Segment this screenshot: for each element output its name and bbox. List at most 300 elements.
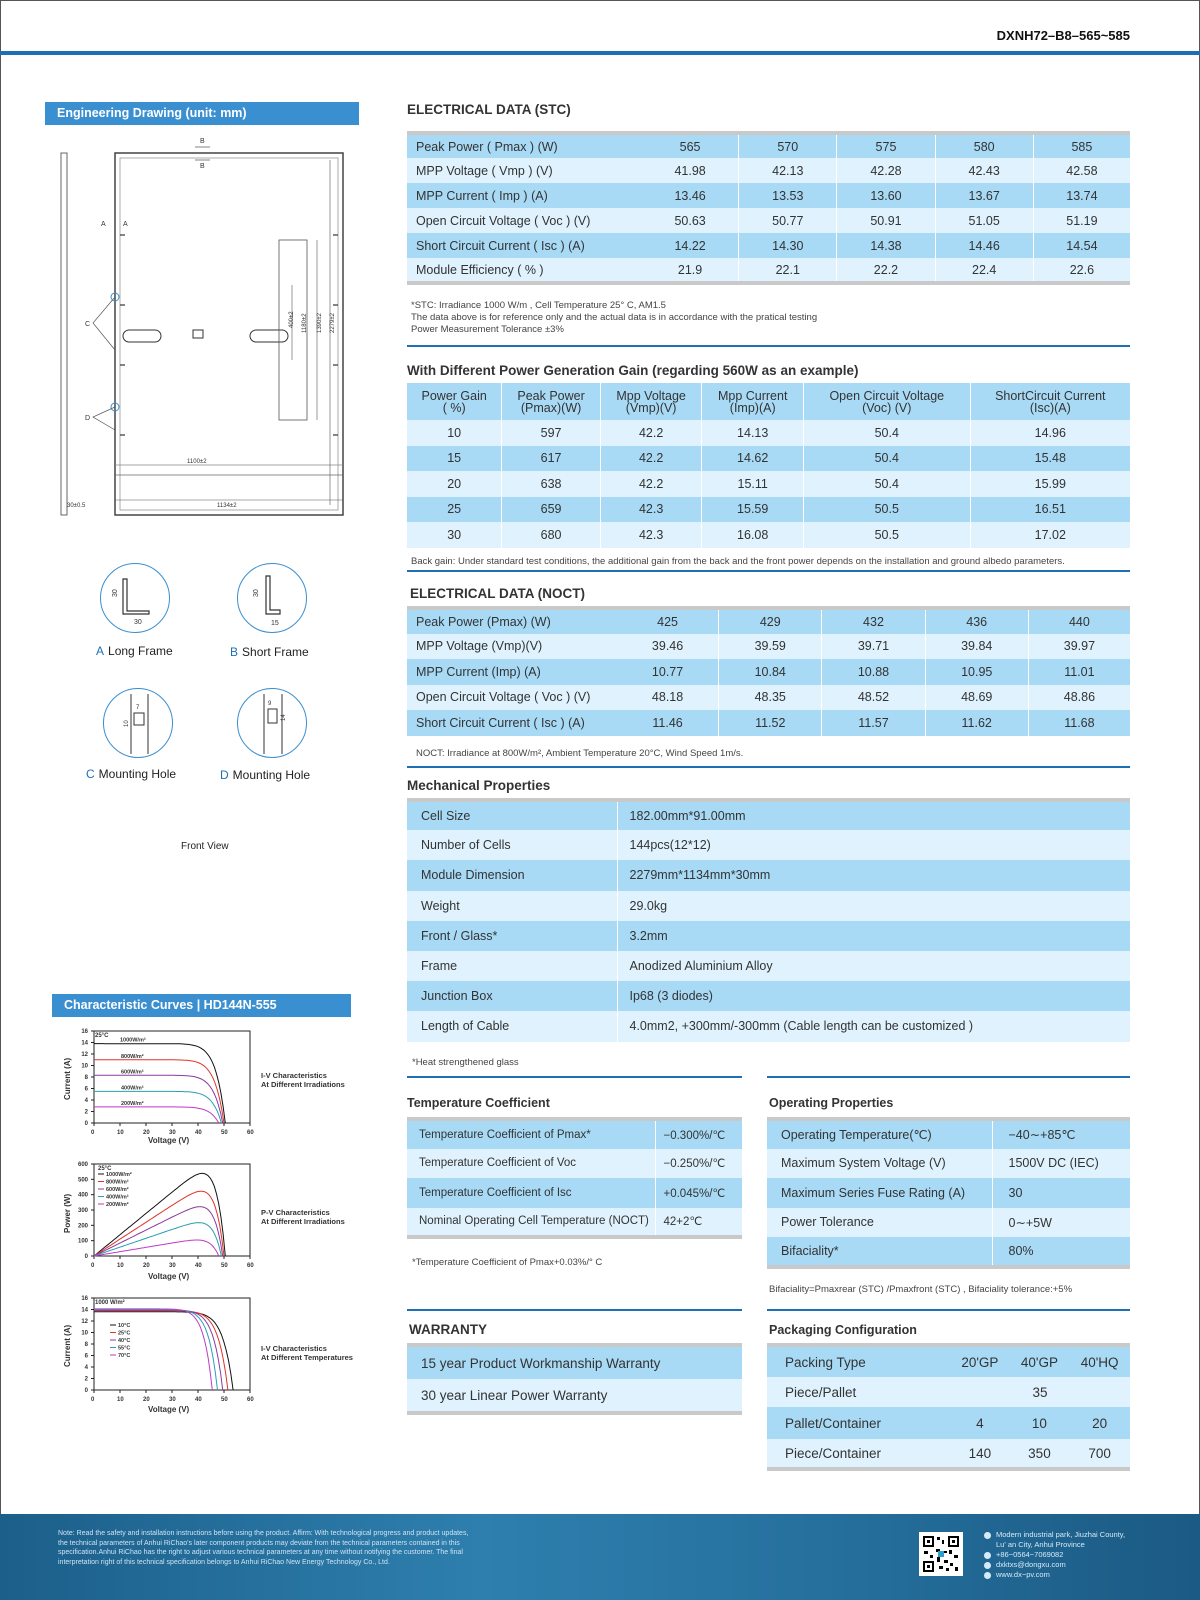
packing-pallet-row: [767, 1377, 1130, 1407]
chart2-y-tick-label: 16: [81, 1296, 88, 1302]
noct-cell: 11.01: [1028, 659, 1130, 685]
noct-cell: 440: [1028, 608, 1130, 634]
tempcoef-row-label: Temperature Coefficient of Pmax*: [407, 1119, 655, 1149]
chart1-legend-label: 1000W/m²: [106, 1172, 132, 1178]
oper-table: [767, 1117, 1130, 1269]
gain-header-line2: (Pmax)(W): [520, 400, 582, 415]
gain-cell: 16.08: [702, 522, 804, 548]
mech-row-label: Number of Cells: [407, 830, 617, 860]
gain-row: [407, 522, 1130, 548]
footer-disclaimer: Note: Read the safety and installation instructions before using the product. Affirm: With technological progress and product updates, the technical parameters of Anhui RiChao's later component products may deviate from the technical parameters contained in this specification.Anhui RiChao has the right to adjust various technical parameters at any time without notifying the customer. The final interpretation right of this technical specification belongs to Anhui RiChao New Energy Technology Co., Ltd.: [58, 1530, 469, 1566]
noct-cell: 48.52: [822, 685, 925, 711]
gain-cell: 597: [502, 420, 601, 446]
gain-header-line1: Power Gain: [421, 388, 487, 403]
gain-header-line1: Mpp Current: [717, 388, 788, 403]
chart1-series-line: [94, 1223, 221, 1256]
chart1-y-tick-label: 500: [77, 1177, 88, 1184]
noct-row: [407, 634, 1130, 660]
chart2-series-line: [94, 1310, 223, 1390]
warranty-row: [407, 1379, 742, 1413]
chart1-y-tick-label: 0: [84, 1254, 88, 1260]
chart2-legend-label: 70°C: [118, 1353, 131, 1359]
dim-d5: 1180±2: [302, 313, 308, 333]
location-icon: [984, 1532, 991, 1539]
tempcoef-row-value: −0.300%/℃: [655, 1119, 742, 1149]
oper-row: [767, 1208, 1130, 1238]
mech-row-value: Anodized Aluminium Alloy: [617, 951, 1130, 981]
dim-9: 9: [268, 701, 272, 707]
gain-header-cell: [970, 383, 1130, 420]
chart2-y-tick-label: 0: [84, 1388, 88, 1394]
warranty-item: 30 year Linear Power Warranty: [407, 1379, 742, 1413]
mech-row-value: Ip68 (3 diodes): [617, 981, 1130, 1011]
chart1-x-tick-label: 30: [169, 1263, 176, 1269]
gain-table: [407, 383, 1130, 548]
gain-cell: 638: [502, 471, 601, 497]
gain-row: [407, 446, 1130, 472]
gain-cell: 50.5: [803, 497, 970, 523]
chart2-legend-label: 40°C: [118, 1338, 131, 1344]
gain-row: [407, 420, 1130, 446]
footer-contact: [984, 1530, 1125, 1580]
stc-note-2: The data above is for reference only and the actual data is in accordance with the pratical testing: [411, 312, 818, 323]
gain-header-line2: (Imp)(A): [729, 400, 776, 415]
mech-row-label: Module Dimension: [407, 860, 617, 890]
mech-table: [407, 798, 1130, 1042]
gain-cell: 42.2: [600, 420, 702, 446]
mounting-hole-c-detail: [103, 688, 173, 758]
chart1-temp: 25°C: [98, 1166, 112, 1172]
chart1-ylabel: Power (W): [63, 1193, 72, 1233]
tempcoef-note: *Temperature Coefficient of Pmax+0.03%/° C: [412, 1257, 603, 1268]
gain-cell: 15.99: [970, 471, 1130, 497]
stc-row-label: Short Circuit Current ( Isc ) (A): [407, 233, 642, 258]
noct-cell: 39.71: [822, 634, 925, 660]
chart2-series-line: [94, 1310, 218, 1391]
oper-row-label: Power Tolerance: [767, 1208, 992, 1238]
dim-d6: 1390±2: [317, 313, 323, 333]
packing-title: Packaging Configuration: [769, 1323, 917, 1337]
stc-row: [407, 233, 1130, 258]
email-row[interactable]: dxktxs@dongxu.com: [984, 1560, 1125, 1570]
stc-note-3: Power Measurement Tolerance ±3%: [411, 324, 564, 335]
chart0-xlabel: Voltage (V): [148, 1136, 190, 1145]
front-view-label: Front View: [181, 841, 229, 852]
stc-table: [407, 131, 1130, 285]
stc-cell: 42.28: [837, 158, 935, 183]
packing-header-label: Packing Type: [767, 1345, 950, 1377]
chart1-series-line: [94, 1240, 219, 1256]
stc-row-label: Open Circuit Voltage ( Voc ) (V): [407, 208, 642, 233]
stc-cell: 22.2: [837, 258, 935, 283]
noct-table: [407, 606, 1130, 736]
chart2-y-tick-label: 6: [84, 1353, 88, 1360]
noct-cell: 39.59: [719, 634, 822, 660]
noct-row: [407, 685, 1130, 711]
gain-header-line1: Peak Power: [517, 388, 585, 403]
chart2-xlabel: Voltage (V): [148, 1405, 190, 1414]
stc-cell: 14.38: [837, 233, 935, 258]
stc-cell: 50.77: [739, 208, 837, 233]
chart2-x-tick-label: 40: [195, 1397, 202, 1403]
chart0-subtitle: At Different Irradiations: [261, 1080, 345, 1089]
chart1-xlabel: Voltage (V): [148, 1272, 190, 1281]
frame-label-b: B Short Frame: [230, 645, 309, 659]
noct-row-label: Short Circuit Current ( Isc ) (A): [407, 710, 617, 736]
svg-text:B: B: [200, 163, 205, 170]
mech-row: [407, 951, 1130, 981]
header-rule: [0, 51, 1200, 55]
packing-piece-40hq: 700: [1069, 1439, 1130, 1469]
warranty-item: 15 year Product Workmanship Warranty: [407, 1345, 742, 1379]
gain-cell: 30: [407, 522, 502, 548]
dim-7: 7: [136, 705, 140, 711]
characteristic-curves-bar: Characteristic Curves | HD144N-555: [52, 994, 351, 1017]
stc-cell: 13.60: [837, 183, 935, 208]
gain-row: [407, 497, 1130, 523]
mech-row: [407, 1011, 1130, 1041]
chart0-y-tick-label: 16: [81, 1029, 88, 1035]
stc-cell: 13.67: [935, 183, 1033, 208]
tempcoef-row-label: Temperature Coefficient of Voc: [407, 1149, 655, 1179]
chart0-x-tick-label: 20: [143, 1130, 150, 1136]
mark-b: B: [200, 138, 205, 145]
noct-cell: 10.77: [617, 659, 719, 685]
gain-cell: 20: [407, 471, 502, 497]
chart1-y-tick-label: 200: [77, 1223, 88, 1230]
noct-cell: 11.57: [822, 710, 925, 736]
noct-cell: 10.95: [925, 659, 1028, 685]
gain-row: [407, 471, 1130, 497]
chart0-y-tick-label: 2: [84, 1109, 88, 1116]
chart0-legend-label: 800W/m²: [121, 1053, 144, 1060]
chart2-irr: 1000 W/m²: [95, 1300, 125, 1306]
mark-a: A: [101, 221, 106, 228]
noct-cell: 39.97: [1028, 634, 1130, 660]
warranty-title: WARRANTY: [409, 1322, 487, 1337]
stc-cell: 570: [739, 133, 837, 158]
gain-header-cell: [702, 383, 804, 420]
stc-cell: 51.19: [1033, 208, 1130, 233]
mech-row: [407, 981, 1130, 1011]
packing-piece-40gp: 350: [1010, 1439, 1070, 1469]
oper-note: Bifaciality=Pmaxrear (STC) /Pmaxfront (STC) , Bifaciality tolerance:+5%: [769, 1284, 1073, 1295]
mech-row: [407, 860, 1130, 890]
chart1-y-tick-label: 100: [77, 1238, 88, 1245]
mech-row-value: 144pcs(12*12): [617, 830, 1130, 860]
stc-cell: 22.6: [1033, 258, 1130, 283]
chart0-legend-label: 1000W/m²: [120, 1037, 146, 1044]
mech-title: Mechanical Properties: [407, 778, 551, 793]
gain-cell: 42.2: [600, 446, 702, 472]
chart1-legend-label: 400W/m²: [106, 1194, 129, 1201]
stc-cell: 22.4: [935, 258, 1033, 283]
mech-row-label: Cell Size: [407, 800, 617, 830]
noct-cell: 39.46: [617, 634, 719, 660]
gain-header-cell: [600, 383, 702, 420]
gain-cell: 17.02: [970, 522, 1130, 548]
packing-header-40hq: 40'HQ: [1069, 1345, 1130, 1377]
noct-row: [407, 608, 1130, 634]
oper-row: [767, 1237, 1130, 1267]
footer: [0, 1514, 1200, 1600]
gain-cell: 42.3: [600, 522, 702, 548]
stc-cell: 14.30: [739, 233, 837, 258]
tempcoef-row-value: +0.045%/℃: [655, 1178, 742, 1208]
stc-cell: 13.53: [739, 183, 837, 208]
mech-row-value: 4.0mm2, +300mm/-300mm (Cable length can be customized ): [617, 1011, 1130, 1041]
packing-header-40gp: 40'GP: [1010, 1345, 1070, 1377]
oper-row-label: Operating Temperature(℃): [767, 1119, 992, 1149]
chart2-x-tick-label: 60: [247, 1397, 254, 1403]
mech-row-value: 29.0kg: [617, 891, 1130, 921]
stc-title: ELECTRICAL DATA (STC): [407, 102, 571, 117]
noct-cell: 429: [719, 608, 822, 634]
gain-cell: 42.2: [600, 471, 702, 497]
chart1-y-tick-label: 600: [77, 1162, 88, 1168]
mech-row-value: 2279mm*1134mm*30mm: [617, 860, 1130, 890]
frame-label-a: A Long Frame: [96, 644, 173, 658]
chart1-x-tick-label: 0: [91, 1263, 95, 1269]
chart0-y-tick-label: 10: [81, 1063, 88, 1070]
gain-header-line2: (Voc) (V): [862, 400, 912, 415]
gain-header-cell: [407, 383, 502, 420]
chart0-y-tick-label: 6: [84, 1086, 88, 1093]
tempcoef-row: [407, 1208, 742, 1238]
chart0-y-tick-label: 4: [84, 1098, 88, 1104]
chart2-legend-label: 55°C: [118, 1345, 131, 1352]
noct-cell: 39.84: [925, 634, 1028, 660]
gain-rule: [407, 570, 1130, 572]
engineering-drawing: [55, 135, 375, 530]
stc-cell: 575: [837, 133, 935, 158]
mark-c: C: [85, 321, 91, 328]
oper-row-label: Maximum System Voltage (V): [767, 1149, 992, 1179]
gain-note: Back gain: Under standard test conditions, the additional gain from the back and the front power depends on the installation and ground albedo parameters.: [411, 556, 1065, 567]
stc-cell: 50.63: [642, 208, 739, 233]
mech-row: [407, 800, 1130, 830]
gain-header-cell: [803, 383, 970, 420]
oper-row-label: Bifaciality*: [767, 1237, 992, 1267]
chart2-y-tick-label: 10: [81, 1330, 88, 1337]
chart0-title: I-V Characteristics: [261, 1071, 327, 1080]
engineering-drawing-bar: Engineering Drawing (unit: mm): [45, 102, 359, 125]
gain-cell: 14.96: [970, 420, 1130, 446]
stc-cell: 13.74: [1033, 183, 1130, 208]
stc-cell: 22.1: [739, 258, 837, 283]
noct-cell: 48.69: [925, 685, 1028, 711]
stc-row: [407, 158, 1130, 183]
chart2-y-tick-label: 4: [84, 1365, 88, 1371]
chart2-y-tick-label: 8: [84, 1342, 88, 1348]
noct-cell: 48.86: [1028, 685, 1130, 711]
chart2-series-line: [94, 1312, 233, 1390]
gain-header-row: [407, 383, 1130, 420]
chart0-x-tick-label: 50: [221, 1130, 228, 1136]
noct-cell: 11.46: [617, 710, 719, 736]
tempcoef-title: Temperature Coefficient: [407, 1096, 550, 1110]
mech-row: [407, 830, 1130, 860]
stc-cell: 14.54: [1033, 233, 1130, 258]
chart0-series-line: [94, 1107, 219, 1123]
gain-cell: 10: [407, 420, 502, 446]
gain-cell: 15.48: [970, 446, 1130, 472]
noct-row-label: Peak Power (Pmax) (W): [407, 608, 617, 634]
chart0-x-tick-label: 10: [117, 1130, 124, 1136]
dim-30c: 30: [253, 589, 260, 597]
gain-cell: 50.4: [803, 446, 970, 472]
chart0-series-line: [94, 1044, 225, 1123]
chart2-x-tick-label: 30: [169, 1397, 176, 1403]
stc-cell: 585: [1033, 133, 1130, 158]
chart1-x-tick-label: 60: [247, 1263, 254, 1269]
stc-cell: 565: [642, 133, 739, 158]
warranty-row: [407, 1345, 742, 1379]
packing-piece-row: [767, 1439, 1130, 1469]
noct-cell: 11.68: [1028, 710, 1130, 736]
chart0-x-tick-label: 30: [169, 1130, 176, 1136]
chart0-x-tick-label: 60: [247, 1130, 254, 1136]
stc-row-label: MPP Voltage ( Vmp ) (V): [407, 158, 642, 183]
chart2-legend-label: 10°C: [118, 1323, 131, 1329]
chart1-y-tick-label: 300: [77, 1208, 88, 1214]
chart0-y-tick-label: 14: [81, 1040, 88, 1047]
qr-code[interactable]: [919, 1532, 963, 1576]
chart0-temp: 25°C: [95, 1033, 109, 1039]
tempcoef-rule: [407, 1076, 742, 1078]
packing-table: [767, 1343, 1130, 1471]
mech-row-label: Front / Glass*: [407, 921, 617, 951]
gain-cell: 617: [502, 446, 601, 472]
stc-cell: 14.46: [935, 233, 1033, 258]
oper-row-value: 0∼+5W: [992, 1208, 1130, 1238]
web-row[interactable]: www.dx−pv.com: [984, 1570, 1125, 1580]
stc-rule: [407, 345, 1130, 347]
chart1-x-tick-label: 50: [221, 1263, 228, 1269]
dim-10: 10: [124, 720, 130, 727]
stc-cell: 42.43: [935, 158, 1033, 183]
stc-row-label: MPP Current ( Imp ) (A): [407, 183, 642, 208]
mech-row: [407, 891, 1130, 921]
chart1-title: P-V Characteristics: [261, 1208, 330, 1217]
chart1-legend-label: 200W/m²: [106, 1202, 129, 1208]
iv-irradiance-chart: [58, 1025, 358, 1152]
oper-row-value: 30: [992, 1178, 1130, 1208]
packing-header-row: [767, 1345, 1130, 1377]
dim-30a: 30: [112, 589, 119, 597]
noct-rule: [407, 766, 1130, 768]
stc-row: [407, 183, 1130, 208]
packing-container-row: [767, 1407, 1130, 1439]
dim-d2: 1134±2: [217, 503, 237, 509]
gain-header-line1: Open Circuit Voltage: [829, 388, 945, 403]
dim-d1: 1100±2: [187, 459, 207, 465]
chart2-subtitle: At Different Temperatures: [261, 1353, 353, 1362]
noct-cell: 436: [925, 608, 1028, 634]
gain-cell: 16.51: [970, 497, 1130, 523]
gain-header-cell: [502, 383, 601, 420]
dim-14: 14: [281, 714, 287, 721]
frame-label-d: D Mounting Hole: [220, 768, 311, 782]
noct-cell: 11.52: [719, 710, 822, 736]
stc-cell: 42.13: [739, 158, 837, 183]
stc-row: [407, 208, 1130, 233]
tempcoef-row-value: −0.250%/℃: [655, 1149, 742, 1179]
oper-row-value: 1500V DC (IEC): [992, 1149, 1130, 1179]
packing-piece-label: Piece/Container: [767, 1439, 950, 1469]
chart2-ylabel: Current (A): [63, 1324, 72, 1367]
gain-cell: 680: [502, 522, 601, 548]
warranty-rule: [407, 1309, 742, 1311]
oper-rule: [767, 1076, 1130, 1078]
dim-30b: 30: [134, 619, 142, 626]
noct-note: NOCT: Irradiance at 800W/m², Ambient Temperature 20°C, Wind Speed 1m/s.: [416, 748, 744, 759]
mech-row-value: 3.2mm: [617, 921, 1130, 951]
chart2-x-tick-label: 50: [221, 1397, 228, 1403]
packing-piece-20gp: 140: [950, 1439, 1010, 1469]
chart2-series-line: [94, 1309, 212, 1390]
short-frame-detail: [237, 563, 307, 633]
chart2-y-tick-label: 2: [84, 1376, 88, 1383]
noct-cell: 425: [617, 608, 719, 634]
svg-text:A: A: [123, 221, 128, 228]
chart1-subtitle: At Different Irradiations: [261, 1217, 345, 1226]
stc-cell: 51.05: [935, 208, 1033, 233]
chart0-legend-label: 600W/m²: [121, 1069, 144, 1076]
chart2-y-tick-label: 14: [81, 1307, 88, 1314]
chart0-ylabel: Current (A): [63, 1057, 72, 1100]
noct-row: [407, 659, 1130, 685]
stc-cell: 580: [935, 133, 1033, 158]
chart0-y-tick-label: 12: [81, 1052, 88, 1058]
pv-irradiance-chart: [58, 1158, 358, 1285]
mech-note: *Heat strengthened glass: [412, 1057, 519, 1068]
gain-cell: 50.5: [803, 522, 970, 548]
oper-row-value: −40∼+85℃: [992, 1119, 1130, 1149]
noct-title: ELECTRICAL DATA (NOCT): [410, 586, 585, 601]
iv-temperature-chart: [58, 1292, 358, 1419]
gain-header-line1: Mpp Voltage: [616, 388, 686, 403]
packing-header-20gp: 20'GP: [950, 1345, 1010, 1377]
noct-row-label: MPP Current (Imp) (A): [407, 659, 617, 685]
stc-cell: 50.91: [837, 208, 935, 233]
stc-cell: 13.46: [642, 183, 739, 208]
noct-row-label: Open Circuit Voltage ( Voc ) (V): [407, 685, 617, 711]
packing-container-40hq: 20: [1069, 1407, 1130, 1439]
packing-rule: [767, 1309, 1130, 1311]
stc-row: [407, 258, 1130, 283]
stc-note-1: *STC: Irradiance 1000 W/m , Cell Temperature 25° C, AM1.5: [411, 300, 666, 311]
packing-pallet-value: 35: [950, 1377, 1130, 1407]
chart1-x-tick-label: 10: [117, 1263, 124, 1269]
mech-row-label: Length of Cable: [407, 1011, 617, 1041]
gain-cell: 14.13: [702, 420, 804, 446]
phone-icon: [984, 1552, 991, 1559]
mech-row: [407, 921, 1130, 951]
stc-cell: 21.9: [642, 258, 739, 283]
noct-cell: 432: [822, 608, 925, 634]
chart0-y-tick-label: 8: [84, 1075, 88, 1081]
packing-container-label: Pallet/Container: [767, 1407, 950, 1439]
dim-d4: 2279±2: [330, 313, 336, 333]
stc-row: [407, 133, 1130, 158]
frame-label-c: C Mounting Hole: [86, 767, 177, 781]
globe-icon: [984, 1572, 991, 1579]
oper-row: [767, 1119, 1130, 1149]
stc-row-label: Module Efficiency ( % ): [407, 258, 642, 283]
mounting-hole-d-detail: [237, 688, 307, 758]
gain-cell: 15: [407, 446, 502, 472]
